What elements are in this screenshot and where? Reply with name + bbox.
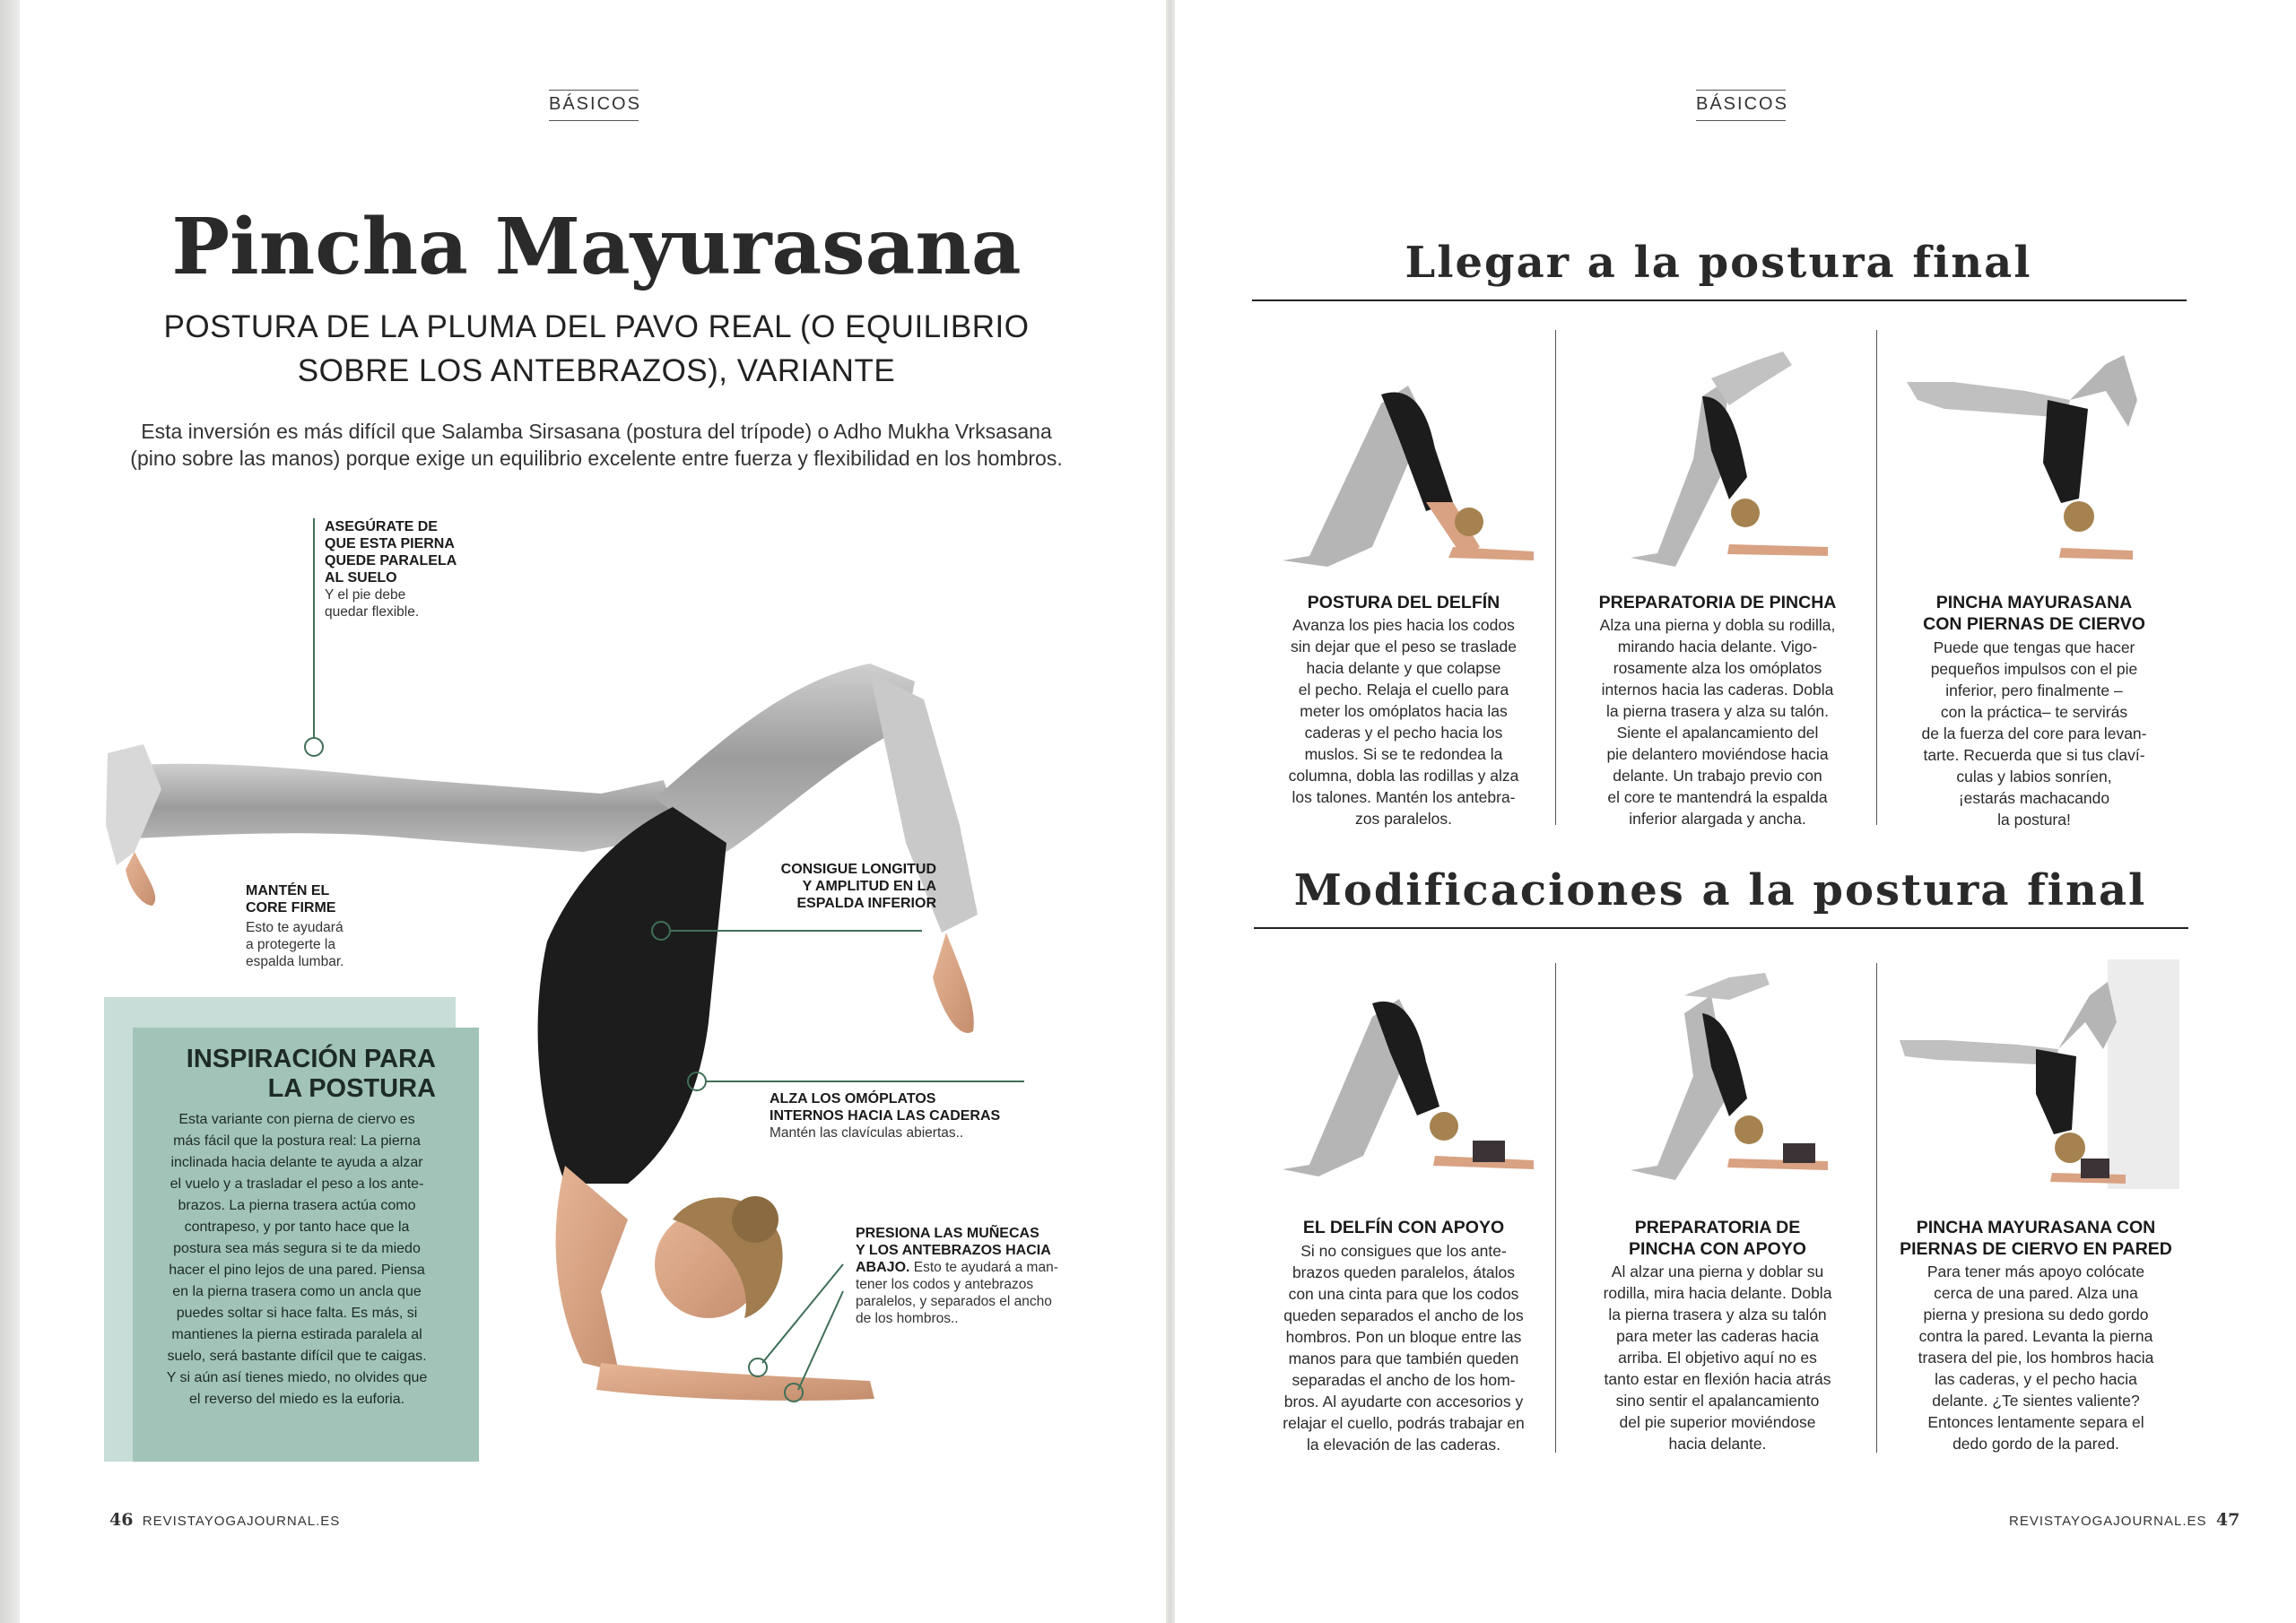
heading-rule bbox=[1254, 927, 2188, 929]
pose-text-line: la pierna trasera y alza su talón bbox=[1608, 1306, 1827, 1324]
pose-text-line: del pie superior moviéndose bbox=[1619, 1413, 1816, 1431]
callout-leg-dot bbox=[304, 737, 324, 757]
callout-text: de los hombros.. bbox=[856, 1311, 959, 1326]
pose-text-line: las caderas, y el pecho hacia bbox=[1935, 1370, 2137, 1388]
pose-description bbox=[1571, 614, 1864, 829]
callout-text: Esto te ayudará a man- bbox=[909, 1260, 1058, 1275]
inspiration-line: mantienes la pierna estirada paralela al bbox=[171, 1327, 422, 1342]
callout-heading: Y AMPLITUD EN LA bbox=[802, 879, 936, 894]
pose-text-line: los talones. Mantén los antebra- bbox=[1292, 788, 1516, 806]
callout-text: quedar flexible. bbox=[325, 604, 420, 620]
pose-text-line: zos paralelos. bbox=[1355, 810, 1452, 828]
pose-text-line: el core te mantendrá la espalda bbox=[1607, 788, 1828, 806]
page-subtitle bbox=[99, 305, 1094, 393]
column-divider bbox=[1876, 963, 1877, 1453]
pose-text-line: hacia delante y que colapse bbox=[1306, 659, 1501, 677]
pose-text-line: sin dejar que el peso se traslade bbox=[1291, 638, 1517, 655]
pose-title-line: PINCHA CON APOYO bbox=[1629, 1239, 1806, 1259]
pose-title bbox=[1887, 1217, 2185, 1260]
pose-text-line: tanto estar en flexión hacia atrás bbox=[1604, 1370, 1831, 1388]
callout-core bbox=[246, 882, 398, 970]
pose-description bbox=[1265, 1240, 1543, 1455]
pose-description bbox=[1887, 1261, 2185, 1454]
pose-text-line: sino sentir el apalancamiento bbox=[1615, 1392, 1820, 1410]
pose-text-line: caderas y el pecho hacia los bbox=[1304, 724, 1503, 742]
pose-title bbox=[1265, 592, 1543, 613]
heading-final-pose: Llegar a la postura final bbox=[1405, 238, 2032, 288]
pose-text-line: inferior, pero finalmente – bbox=[1945, 681, 2123, 699]
callout-back-dot bbox=[651, 921, 671, 941]
pose-text-line: ¡estarás machacando bbox=[1958, 789, 2110, 807]
pose-text-line: culas y labios sonríen, bbox=[1956, 768, 2112, 785]
callout-heading: INTERNOS HACIA LAS CADERAS bbox=[770, 1108, 1001, 1124]
callout-heading: ASEGÚRATE DE bbox=[325, 519, 438, 534]
intro-paragraph bbox=[99, 418, 1094, 472]
callout-leg bbox=[325, 518, 486, 621]
inspiration-line: en la pierna trasera como un ancla que bbox=[172, 1284, 422, 1299]
callout-heading: QUE ESTA PIERNA bbox=[325, 536, 455, 551]
pose-text-line: el pecho. Relaja el cuello para bbox=[1298, 681, 1509, 699]
pose-text-line: delante. Un trabajo previo con bbox=[1613, 767, 1822, 785]
column-divider bbox=[1555, 330, 1556, 825]
inspiration-line: postura sea más segura si te da miedo bbox=[173, 1241, 421, 1256]
folio-site: REVISTAYOGAJOURNAL.ES bbox=[2009, 1514, 2207, 1529]
callout-wrists bbox=[856, 1225, 1089, 1327]
callout-shoulders bbox=[770, 1090, 1039, 1141]
pose-text-line: pequeños impulsos con el pie bbox=[1930, 660, 2138, 678]
column-divider bbox=[1876, 330, 1877, 825]
inspiration-line: Esta variante con pierna de ciervo es bbox=[178, 1112, 415, 1127]
pose-text-line: Alza una pierna y dobla su rodilla, bbox=[1599, 616, 1836, 634]
pose-text-line: arriba. El objetivo aquí no es bbox=[1618, 1349, 1817, 1367]
pose-text-line: de la fuerza del core para levan- bbox=[1921, 725, 2147, 742]
callout-text: a protegerte la bbox=[246, 937, 335, 952]
pincha-prep-photo bbox=[1595, 343, 1846, 577]
pose-text-line: la elevación de las caderas. bbox=[1307, 1436, 1500, 1454]
pose-title bbox=[1265, 1217, 1543, 1238]
page-number: 47 bbox=[2215, 1510, 2240, 1530]
spine-gutter bbox=[1166, 0, 1175, 1623]
pose-text-line: rodilla, mira hacia delante. Dobla bbox=[1603, 1284, 1832, 1302]
callout-heading: AL SUELO bbox=[325, 570, 397, 586]
inspiration-line: el reverso del miedo es la euforia. bbox=[188, 1392, 405, 1407]
pose-description bbox=[1571, 1261, 1864, 1454]
callout-heading: ALZA LOS OMÓPLATOS bbox=[770, 1091, 936, 1107]
callout-back-line bbox=[671, 930, 922, 932]
callout-mixed-line bbox=[856, 1259, 1089, 1276]
pose-text-line: con la práctica– te servirás bbox=[1940, 703, 2128, 721]
callout-wrists-dot bbox=[748, 1358, 768, 1377]
pose-description bbox=[1265, 614, 1543, 829]
inspiration-line: puedes soltar si hace falta. Es más, si bbox=[176, 1306, 418, 1321]
folio-right bbox=[2009, 1510, 2239, 1530]
pose-text-line: internos hacia las caderas. Dobla bbox=[1601, 681, 1834, 699]
inspiration-title-line: LA POSTURA bbox=[267, 1074, 436, 1103]
pose-title-line: PIERNAS DE CIERVO EN PARED bbox=[1900, 1239, 2172, 1259]
pincha-prep-support-photo bbox=[1595, 968, 1846, 1189]
pose-text-line: Siente el apalancamiento del bbox=[1616, 724, 1819, 742]
intro-line: Esta inversión es más difícil que Salamba Sirsasana (postura del trípode) o Adho Mukha Vrksasana bbox=[141, 420, 1052, 443]
subtitle-line: POSTURA DE LA PLUMA DEL PAVO REAL (O EQUILIBRIO bbox=[163, 309, 1030, 344]
pose-text-line: contra la pared. Levanta la pierna bbox=[1918, 1327, 2153, 1345]
inspiration-title-line: INSPIRACIÓN PARA bbox=[186, 1045, 436, 1073]
pose-title-line: PINCHA MAYURASANA bbox=[1935, 593, 2133, 612]
pose-title bbox=[1571, 1217, 1864, 1260]
pose-text-line: separadas el ancho de los hom- bbox=[1292, 1371, 1516, 1389]
pose-text-line: Si no consigues que los ante- bbox=[1300, 1242, 1507, 1260]
inspiration-line: inclinada hacia delante te ayuda a alzar bbox=[170, 1155, 423, 1170]
page-edge bbox=[0, 0, 20, 1623]
section-tag-right: BÁSICOS bbox=[1696, 90, 1786, 121]
pose-text-line: la pierna trasera y alza su talón. bbox=[1605, 702, 1830, 720]
callout-back bbox=[744, 861, 936, 912]
pose-text-line: Avanza los pies hacia los codos bbox=[1292, 616, 1515, 634]
callout-heading: PRESIONA LAS MUÑECAS bbox=[856, 1226, 1039, 1241]
pose-text-line: relajar el cuello, podrás trabajar en bbox=[1283, 1414, 1525, 1432]
page-title: Pincha Mayurasana bbox=[171, 202, 1022, 292]
pose-text-line: con una cinta para que los codos bbox=[1288, 1285, 1519, 1303]
pose-text-line: brazos queden paralelos, átalos bbox=[1292, 1263, 1516, 1281]
inspiration-line: suelo, será bastante difícil que te caigas. bbox=[167, 1349, 427, 1364]
pose-text-line: muslos. Si se te redondea la bbox=[1304, 745, 1503, 763]
pose-title bbox=[1571, 592, 1864, 613]
pose-text-line: dedo gordo de la pared. bbox=[1952, 1435, 2119, 1453]
pose-text-line: rosamente alza los omóplatos bbox=[1613, 659, 1822, 677]
callout-heading: ESPALDA INFERIOR bbox=[796, 896, 936, 911]
callout-heading: QUEDE PARALELA bbox=[325, 553, 457, 568]
pose-text-line: Al alzar una pierna y doblar su bbox=[1611, 1263, 1824, 1280]
callout-heading: MANTÉN EL bbox=[246, 883, 330, 898]
page-number: 46 bbox=[109, 1510, 134, 1530]
column-divider bbox=[1555, 963, 1556, 1453]
pose-title-line: PREPARATORIA DE bbox=[1634, 1218, 1801, 1237]
pose-text-line: manos para que también queden bbox=[1288, 1350, 1519, 1367]
callout-heading: ABAJO. bbox=[856, 1260, 910, 1275]
intro-line: (pino sobre las manos) porque exige un equilibrio excelente entre fuerza y flexibilidad en los hombros. bbox=[130, 447, 1063, 470]
pose-text-line: hombros. Pon un bloque entre las bbox=[1285, 1328, 1522, 1346]
pose-title-line: CON PIERNAS DE CIERVO bbox=[1923, 614, 2145, 634]
heading-rule bbox=[1252, 299, 2187, 301]
callout-text: Esto te ayudará bbox=[246, 920, 344, 935]
inspiration-line: más fácil que la postura real: La pierna bbox=[173, 1133, 421, 1149]
pose-text-line: pierna y presiona su dedo gordo bbox=[1923, 1306, 2149, 1324]
pose-text-line: delante. ¿Te sientes valiente? bbox=[1932, 1392, 2140, 1410]
subtitle-line: SOBRE LOS ANTEBRAZOS), VARIANTE bbox=[297, 353, 896, 388]
inspiration-line: Y si aún así tienes miedo, no olvides que bbox=[166, 1370, 428, 1385]
pose-text-line: meter los omóplatos hacia las bbox=[1300, 702, 1508, 720]
callout-shoulders-dot bbox=[687, 1072, 707, 1091]
pose-text-line: inferior alargada y ancha. bbox=[1629, 810, 1806, 828]
folio-left bbox=[109, 1510, 340, 1530]
inspiration-text bbox=[156, 1109, 438, 1410]
callout-heading: CONSIGUE LONGITUD bbox=[780, 862, 936, 877]
pose-text-line: tarte. Recuerda que si tus claví- bbox=[1923, 746, 2145, 764]
pose-title bbox=[1891, 592, 2178, 635]
pose-description bbox=[1891, 637, 2178, 830]
pincha-stag-photo bbox=[1900, 346, 2169, 576]
callout-shoulders-line bbox=[707, 1081, 1024, 1082]
pose-text-line: Para tener más apoyo colócate bbox=[1926, 1263, 2145, 1280]
pose-text-line: la postura! bbox=[1997, 811, 2071, 829]
pincha-wall-photo bbox=[1892, 959, 2179, 1189]
pose-title-line: EL DELFÍN CON APOYO bbox=[1302, 1218, 1505, 1237]
section-tag-left: BÁSICOS bbox=[549, 90, 639, 121]
callout-text: paralelos, y separados el ancho bbox=[856, 1294, 1052, 1309]
dolphin-support-photo bbox=[1274, 981, 1543, 1184]
callout-leg-line bbox=[313, 518, 315, 737]
pose-text-line: bros. Al ayudarte con accesorios y bbox=[1283, 1393, 1524, 1410]
callout-heading: Y LOS ANTEBRAZOS HACIA bbox=[856, 1243, 1051, 1258]
pose-text-line: queden separados el ancho de los bbox=[1283, 1306, 1524, 1324]
pose-text-line: trasera del pie, los hombros hacia bbox=[1918, 1349, 2154, 1367]
pose-text-line: Entonces lentamente separa el bbox=[1927, 1413, 2144, 1431]
pose-text-line: Puede que tengas que hacer bbox=[1933, 638, 2135, 656]
callout-text: espalda lumbar. bbox=[246, 954, 344, 969]
inspiration-line: hacer el pino lejos de una pared. Piensa bbox=[169, 1263, 425, 1278]
callout-heading: CORE FIRME bbox=[246, 900, 336, 916]
inspiration-title bbox=[152, 1045, 436, 1104]
callout-wrists-dot bbox=[784, 1383, 804, 1402]
folio-site: REVISTAYOGAJOURNAL.ES bbox=[142, 1514, 341, 1529]
pose-text-line: pie delantero moviéndose hacia bbox=[1606, 745, 1829, 763]
inspiration-line: contrapeso, y por tanto hace que la bbox=[184, 1219, 410, 1235]
pose-text-line: mirando hacia delante. Vigo- bbox=[1617, 638, 1818, 655]
pose-title-line: POSTURA DEL DELFÍN bbox=[1307, 593, 1500, 612]
callout-text: Mantén las clavículas abiertas.. bbox=[770, 1125, 964, 1141]
callout-text: Y el pie debe bbox=[325, 587, 406, 603]
pose-title-line: PREPARATORIA DE PINCHA bbox=[1598, 593, 1837, 612]
inspiration-line: el vuelo y a trasladar el peso a los ante- bbox=[170, 1176, 424, 1192]
pose-text-line: columna, dobla las rodillas y alza bbox=[1288, 767, 1519, 785]
callout-text: tener los codos y antebrazos bbox=[856, 1277, 1034, 1292]
pose-text-line: hacia delante. bbox=[1668, 1435, 1767, 1453]
dolphin-pose-photo bbox=[1274, 368, 1543, 576]
pose-text-line: para meter las caderas hacia bbox=[1616, 1327, 1819, 1345]
pose-title-line: PINCHA MAYURASANA CON bbox=[1916, 1218, 2156, 1237]
heading-modifications: Modificaciones a la postura final bbox=[1293, 865, 2147, 916]
pose-text-line: cerca de una pared. Alza una bbox=[1934, 1284, 2138, 1302]
inspiration-line: brazos. La pierna trasera actúa como bbox=[178, 1198, 416, 1213]
